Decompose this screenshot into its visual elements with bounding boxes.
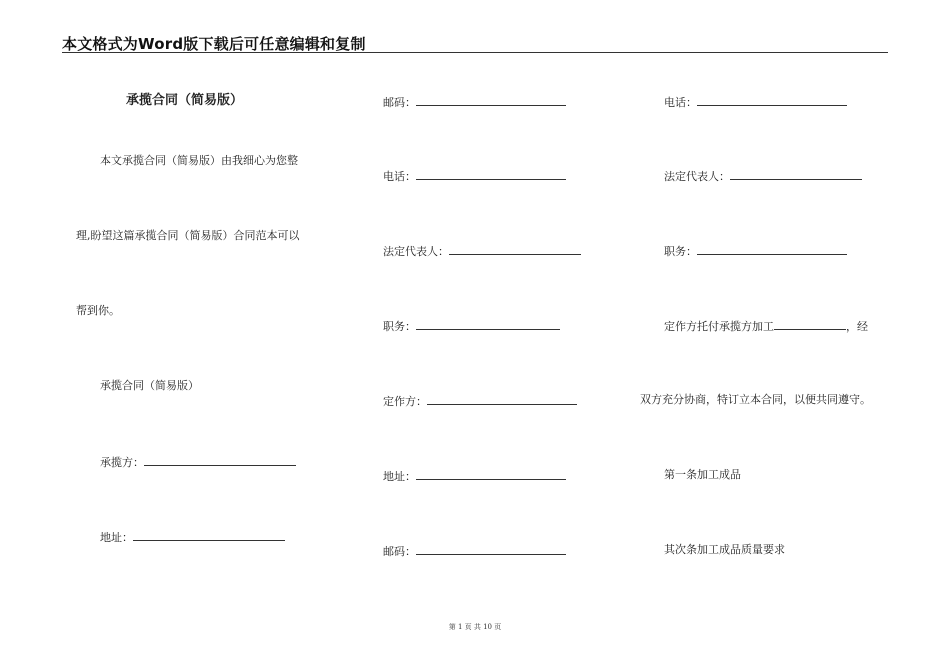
position-blank-right[interactable] bbox=[697, 243, 847, 255]
article-2-heading: 其次条加工成品质量要求 bbox=[664, 543, 785, 556]
entrust-line bbox=[664, 318, 868, 334]
address-blank-left[interactable] bbox=[133, 529, 285, 541]
postcode-blank-1[interactable] bbox=[416, 94, 566, 106]
position-field-middle bbox=[383, 318, 560, 334]
address-label-middle: 地址： bbox=[383, 470, 416, 483]
page-footer: 第 1 页 共 10 页 bbox=[448, 623, 502, 631]
processing-item-blank[interactable] bbox=[774, 318, 846, 330]
address-field-middle bbox=[383, 468, 566, 484]
client-blank[interactable] bbox=[427, 393, 577, 405]
article-1-heading: 第一条加工成品 bbox=[664, 468, 741, 481]
postcode-label-2: 邮码： bbox=[383, 545, 416, 558]
legal-rep-label-middle: 法定代表人： bbox=[383, 245, 449, 258]
intro-line-1: 本文承揽合同（简易版）由我细心为您整 bbox=[100, 154, 298, 167]
postcode-label-1: 邮码： bbox=[383, 96, 416, 109]
phone-label-right: 电话： bbox=[664, 96, 697, 109]
contractor-label: 承揽方： bbox=[100, 456, 144, 469]
contractor-blank[interactable] bbox=[144, 454, 296, 466]
address-label-left: 地址： bbox=[100, 531, 133, 544]
phone-blank-right[interactable] bbox=[697, 94, 847, 106]
phone-blank-middle[interactable] bbox=[416, 168, 566, 180]
legal-rep-blank-middle[interactable] bbox=[449, 243, 581, 255]
position-label-right: 职务： bbox=[664, 245, 697, 258]
client-label: 定作方： bbox=[383, 395, 427, 408]
phone-label-middle: 电话： bbox=[383, 170, 416, 183]
client-field bbox=[383, 393, 577, 409]
document-header: 本文格式为Word版下载后可任意编辑和复制 bbox=[62, 35, 366, 53]
position-field-right bbox=[664, 243, 847, 259]
position-label-middle: 职务： bbox=[383, 320, 416, 333]
postcode-blank-2[interactable] bbox=[416, 543, 566, 555]
legal-rep-label-right: 法定代表人： bbox=[664, 170, 730, 183]
legal-rep-field-right bbox=[664, 168, 862, 184]
address-field-left bbox=[100, 529, 285, 545]
legal-rep-field-middle bbox=[383, 243, 581, 259]
contractor-field bbox=[100, 454, 296, 470]
header-divider bbox=[62, 52, 888, 53]
legal-rep-blank-right[interactable] bbox=[730, 168, 862, 180]
postcode-field-2 bbox=[383, 543, 566, 559]
intro-line-2: 理,盼望这篇承揽合同（简易版）合同范本可以 bbox=[76, 229, 300, 242]
address-blank-middle[interactable] bbox=[416, 468, 566, 480]
contract-title: 承揽合同（简易版） bbox=[126, 93, 244, 108]
phone-field-middle bbox=[383, 168, 566, 184]
entrust-text-a: 定作方托付承揽方加工 bbox=[664, 320, 774, 333]
postcode-field-1 bbox=[383, 94, 566, 110]
subtitle: 承揽合同（简易版） bbox=[100, 379, 199, 392]
phone-field-right bbox=[664, 94, 847, 110]
agreement-line: 双方充分协商，特订立本合同，以便共同遵守。 bbox=[640, 393, 871, 406]
entrust-text-b: ，经 bbox=[846, 320, 868, 333]
position-blank-middle[interactable] bbox=[416, 318, 560, 330]
intro-line-3: 帮到你。 bbox=[76, 304, 120, 317]
